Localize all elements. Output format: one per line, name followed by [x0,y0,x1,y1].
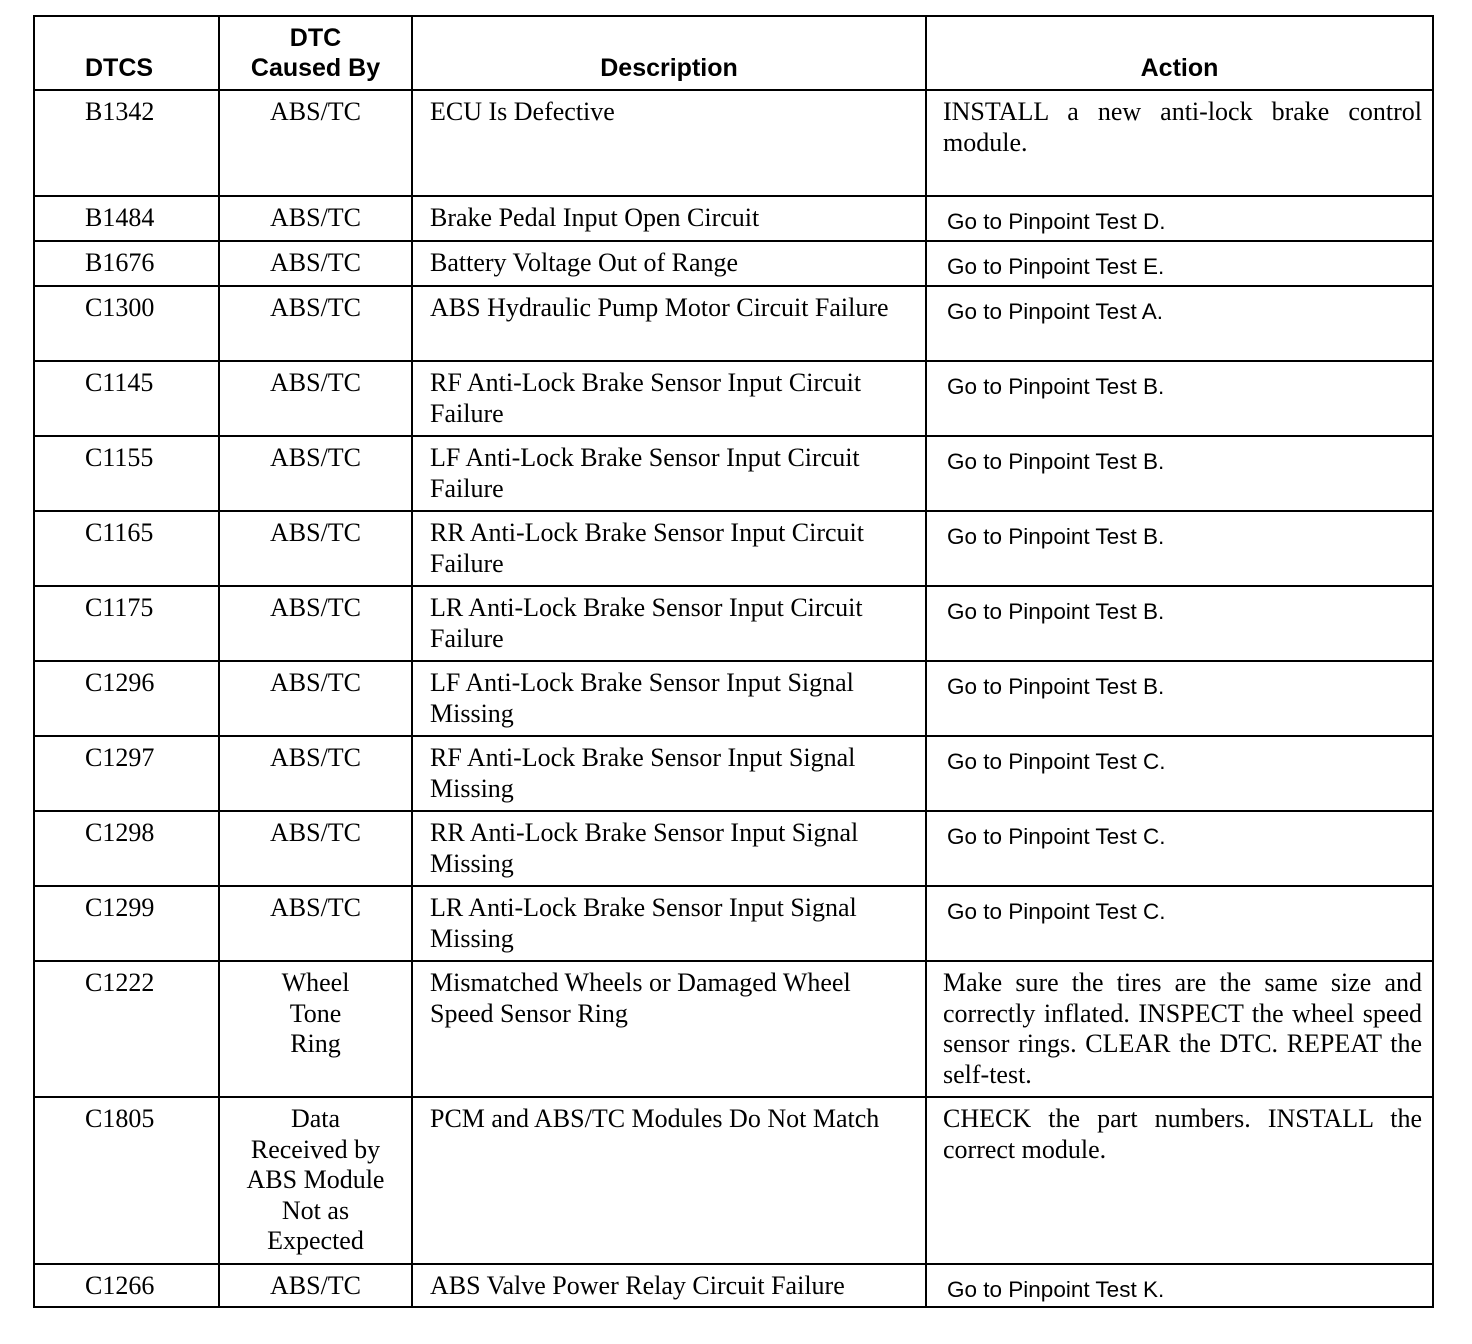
dtc-action: Go to Pinpoint Test B. [926,511,1433,586]
table-row [34,886,1433,961]
dtc-caused-by-line: ABS Module [246,1165,385,1194]
dtc-action: Go to Pinpoint Test C. [926,811,1433,886]
dtc-caused-by [219,961,412,1097]
dtc-code: C1165 [34,511,219,586]
dtc-code: C1155 [34,436,219,511]
dtc-description: ABS Valve Power Relay Circuit Failure [412,1264,926,1307]
dtc-code: C1266 [34,1264,219,1307]
dtc-description: RR Anti-Lock Brake Sensor Input Circuit Failure [412,511,926,586]
dtc-caused-by: ABS/TC [219,436,412,511]
dtc-code: C1805 [34,1097,219,1264]
dtc-description: RR Anti-Lock Brake Sensor Input Signal Missing [412,811,926,886]
dtc-code: C1297 [34,736,219,811]
dtc-description: LF Anti-Lock Brake Sensor Input Signal Missing [412,661,926,736]
dtc-code: C1298 [34,811,219,886]
table-row [34,436,1433,511]
dtc-code: B1342 [34,90,219,196]
dtc-table [33,15,1434,1308]
dtc-action-text: CHECK the part numbers. INSTALL the correct module. [943,1104,1422,1164]
dtc-caused-by: ABS/TC [219,361,412,436]
dtc-code: C1222 [34,961,219,1097]
dtc-action: Go to Pinpoint Test C. [926,886,1433,961]
dtc-description: RF Anti-Lock Brake Sensor Input Signal Missing [412,736,926,811]
table-row [34,661,1433,736]
dtc-description: ABS Hydraulic Pump Motor Circuit Failure [412,286,926,361]
dtc-caused-by: ABS/TC [219,661,412,736]
dtc-description: ECU Is Defective [412,90,926,196]
dtc-code: C1300 [34,286,219,361]
dtc-action [926,90,1433,196]
header-code: DTCS [34,16,219,90]
dtc-description: PCM and ABS/TC Modules Do Not Match [412,1097,926,1264]
table-row [34,736,1433,811]
dtc-caused-by-line: Expected [267,1226,364,1255]
table-row [34,811,1433,886]
dtc-caused-by: ABS/TC [219,1264,412,1307]
dtc-description: Battery Voltage Out of Range [412,241,926,286]
dtc-action: Go to Pinpoint Test B. [926,361,1433,436]
dtc-caused-by-text: Wheel Tone Ring [281,968,350,1058]
dtc-caused-by: ABS/TC [219,241,412,286]
header-caused-by [219,16,412,90]
dtc-description: RF Anti-Lock Brake Sensor Input Circuit Failure [412,361,926,436]
header-description: Description [412,16,926,90]
dtc-caused-by: ABS/TC [219,586,412,661]
dtc-code: C1175 [34,586,219,661]
dtc-description: LR Anti-Lock Brake Sensor Input Signal Missing [412,886,926,961]
dtc-caused-by: ABS/TC [219,196,412,241]
table-row [34,1097,1433,1264]
dtc-action [926,961,1433,1097]
table-row [34,90,1433,196]
dtc-description: Mismatched Wheels or Damaged Wheel Speed Sensor Ring [412,961,926,1097]
header-caused-by-line1: DTC [289,24,342,52]
dtc-code: C1299 [34,886,219,961]
dtc-code: B1484 [34,196,219,241]
dtc-caused-by [219,1097,412,1264]
dtc-description: Brake Pedal Input Open Circuit [412,196,926,241]
dtc-caused-by: ABS/TC [219,511,412,586]
dtc-description: LF Anti-Lock Brake Sensor Input Circuit Failure [412,436,926,511]
dtc-action: Go to Pinpoint Test K. [926,1264,1433,1307]
dtc-code: C1296 [34,661,219,736]
dtc-code: C1145 [34,361,219,436]
table-row [34,286,1433,361]
table-row [34,196,1433,241]
dtc-action: Go to Pinpoint Test B. [926,661,1433,736]
dtc-action: Go to Pinpoint Test C. [926,736,1433,811]
dtc-caused-by-line: Not as [281,1195,350,1225]
header-row [34,16,1433,90]
dtc-caused-by-line: Received by [250,1134,381,1164]
dtc-action: Go to Pinpoint Test D. [926,196,1433,241]
dtc-caused-by-line: Data [290,1104,341,1133]
dtc-action-text: INSTALL a new anti-lock brake control module. [943,97,1422,157]
dtc-action: Go to Pinpoint Test E. [926,241,1433,286]
dtc-action: Go to Pinpoint Test B. [926,436,1433,511]
dtc-caused-by: ABS/TC [219,811,412,886]
header-caused-by-line2: Caused By [250,54,381,82]
table-row [34,511,1433,586]
dtc-action: Go to Pinpoint Test B. [926,586,1433,661]
dtc-description: LR Anti-Lock Brake Sensor Input Circuit Failure [412,586,926,661]
dtc-action: Go to Pinpoint Test A. [926,286,1433,361]
table-row [34,1264,1433,1307]
dtc-caused-by: ABS/TC [219,90,412,196]
dtc-action [926,1097,1433,1264]
table-row [34,586,1433,661]
table-row [34,361,1433,436]
dtc-code: B1676 [34,241,219,286]
header-action: Action [926,16,1433,90]
dtc-caused-by: ABS/TC [219,886,412,961]
dtc-action-text: Make sure the tires are the same size and correctly inflated. INSPECT the wheel speed sensor rings. CLEAR the DTC. REPEAT the self-test. [943,968,1422,1089]
dtc-caused-by: ABS/TC [219,736,412,811]
table-row [34,961,1433,1097]
dtc-caused-by: ABS/TC [219,286,412,361]
table-row [34,241,1433,286]
